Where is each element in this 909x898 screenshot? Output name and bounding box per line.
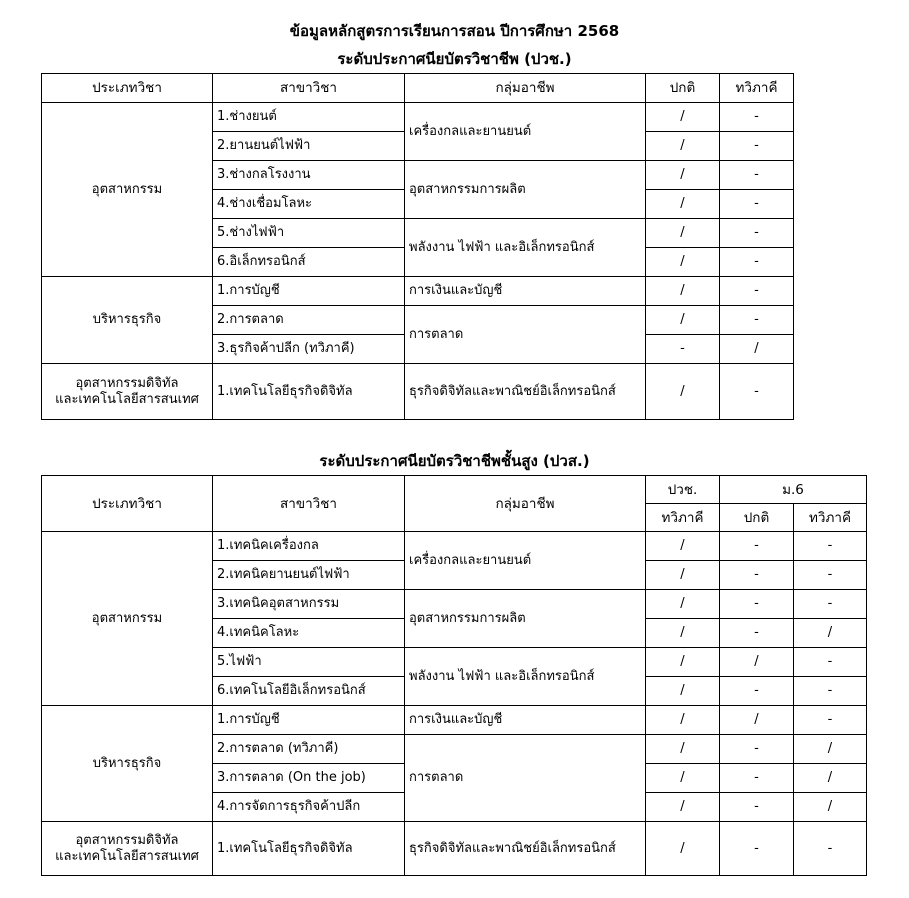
value-cell: / <box>646 822 720 876</box>
table-row <box>42 364 794 420</box>
dual-cell: - <box>720 132 794 161</box>
major-cell: 1.การบัญชี <box>213 706 405 735</box>
category-cell: บริหารธุรกิจ <box>42 706 213 822</box>
dual-cell: - <box>720 190 794 219</box>
major-cell: 4.ช่างเชื่อมโลหะ <box>213 190 405 219</box>
value-cell: / <box>646 735 720 764</box>
category-line: อุตสาหกรรมดิจิทัล <box>75 832 179 848</box>
header-category: ประเภทวิชา <box>42 74 213 103</box>
value-cell: / <box>794 735 867 764</box>
value-cell: - <box>794 706 867 735</box>
subheader-pvc-dual: ทวิภาคี <box>646 504 720 532</box>
table-row <box>42 277 794 306</box>
table-header-row <box>42 74 794 103</box>
section-title-hvc: ระดับประกาศนียบัตรวิชาชีพชั้นสูง (ปวส.) <box>319 452 590 470</box>
major-cell: 1.ช่างยนต์ <box>213 103 405 132</box>
normal-cell: - <box>646 335 720 364</box>
header-career-group: กลุ่มอาชีพ <box>405 74 646 103</box>
header-career-group: กลุ่มอาชีพ <box>405 476 646 532</box>
major-cell: 2.การตลาด (ทวิภาคี) <box>213 735 405 764</box>
value-cell: - <box>720 735 794 764</box>
group-cell: การเงินและบัญชี <box>405 706 646 735</box>
group-cell: อุตสาหกรรมการผลิต <box>405 590 646 648</box>
header-major: สาขาวิชา <box>213 74 405 103</box>
normal-cell: / <box>646 248 720 277</box>
major-cell: 2.ยานยนต์ไฟฟ้า <box>213 132 405 161</box>
dual-cell: - <box>720 364 794 420</box>
major-cell: 5.ไฟฟ้า <box>213 648 405 677</box>
value-cell: / <box>646 764 720 793</box>
value-cell: - <box>794 590 867 619</box>
value-cell: / <box>646 706 720 735</box>
table-row <box>42 103 794 132</box>
major-cell: 3.เทคนิคอุตสาหกรรม <box>213 590 405 619</box>
category-cell <box>42 822 213 876</box>
value-cell: - <box>720 532 794 561</box>
category-cell: บริหารธุรกิจ <box>42 277 213 364</box>
group-cell: การตลาด <box>405 735 646 822</box>
value-cell: - <box>794 677 867 706</box>
normal-cell: / <box>646 190 720 219</box>
dual-cell: / <box>720 335 794 364</box>
group-cell: การเงินและบัญชี <box>405 277 646 306</box>
major-cell: 3.การตลาด (On the job) <box>213 764 405 793</box>
value-cell: / <box>646 793 720 822</box>
dual-cell: - <box>720 103 794 132</box>
table-row <box>42 706 867 735</box>
normal-cell: / <box>646 103 720 132</box>
group-cell: อุตสาหกรรมการผลิต <box>405 161 646 219</box>
table-header-row <box>42 476 867 504</box>
header-m6: ม.6 <box>720 476 867 504</box>
value-cell: - <box>720 590 794 619</box>
value-cell: - <box>794 822 867 876</box>
subheader-m6-normal: ปกติ <box>720 504 794 532</box>
major-cell: 5.ช่างไฟฟ้า <box>213 219 405 248</box>
major-cell: 4.การจัดการธุรกิจค้าปลีก <box>213 793 405 822</box>
normal-cell: / <box>646 277 720 306</box>
normal-cell: / <box>646 161 720 190</box>
dual-cell: - <box>720 306 794 335</box>
pvc-table <box>41 73 794 420</box>
table-row <box>42 822 867 876</box>
category-cell: อุตสาหกรรม <box>42 532 213 706</box>
header-normal: ปกติ <box>646 74 720 103</box>
normal-cell: / <box>646 132 720 161</box>
value-cell: / <box>646 590 720 619</box>
group-cell: การตลาด <box>405 306 646 364</box>
header-category: ประเภทวิชา <box>42 476 213 532</box>
value-cell: - <box>794 532 867 561</box>
value-cell: / <box>646 619 720 648</box>
major-cell: 1.เทคโนโลยีธุรกิจดิจิทัล <box>213 822 405 876</box>
value-cell: / <box>794 619 867 648</box>
group-cell: พลังงาน ไฟฟ้า และอิเล็กทรอนิกส์ <box>405 219 646 277</box>
normal-cell: / <box>646 364 720 420</box>
major-cell: 3.ธุรกิจค้าปลีก (ทวิภาคี) <box>213 335 405 364</box>
section-title-pvc: ระดับประกาศนียบัตรวิชาชีพ (ปวช.) <box>337 50 572 68</box>
group-cell: เครื่องกลและยานยนต์ <box>405 532 646 590</box>
value-cell: - <box>794 648 867 677</box>
group-cell: ธุรกิจดิจิทัลและพาณิชย์อิเล็กทรอนิกส์ <box>405 822 646 876</box>
value-cell: - <box>720 764 794 793</box>
document-title: ข้อมูลหลักสูตรการเรียนการสอน ปีการศึกษา 2568 <box>289 22 620 40</box>
category-line: อุตสาหกรรมดิจิทัล <box>75 375 179 391</box>
value-cell: - <box>720 822 794 876</box>
major-cell: 4.เทคนิคโลหะ <box>213 619 405 648</box>
dual-cell: - <box>720 277 794 306</box>
group-cell: ธุรกิจดิจิทัลและพาณิชย์อิเล็กทรอนิกส์ <box>405 364 646 420</box>
category-line: และเทคโนโลยีสารสนเทศ <box>55 848 199 864</box>
dual-cell: - <box>720 248 794 277</box>
value-cell: - <box>794 561 867 590</box>
value-cell: / <box>646 532 720 561</box>
table-row <box>42 532 867 561</box>
category-cell <box>42 364 213 420</box>
subheader-m6-dual: ทวิภาคี <box>794 504 867 532</box>
value-cell: / <box>646 648 720 677</box>
category-cell: อุตสาหกรรม <box>42 103 213 277</box>
category-line: และเทคโนโลยีสารสนเทศ <box>55 391 199 407</box>
header-major: สาขาวิชา <box>213 476 405 532</box>
value-cell: - <box>720 677 794 706</box>
value-cell: / <box>720 706 794 735</box>
group-cell: พลังงาน ไฟฟ้า และอิเล็กทรอนิกส์ <box>405 648 646 706</box>
major-cell: 1.เทคโนโลยีธุรกิจดิจิทัล <box>213 364 405 420</box>
hvc-table <box>41 475 867 876</box>
value-cell: / <box>794 793 867 822</box>
dual-cell: - <box>720 161 794 190</box>
value-cell: - <box>720 561 794 590</box>
major-cell: 1.การบัญชี <box>213 277 405 306</box>
major-cell: 2.เทคนิคยานยนต์ไฟฟ้า <box>213 561 405 590</box>
header-dual: ทวิภาคี <box>720 74 794 103</box>
major-cell: 1.เทคนิคเครื่องกล <box>213 532 405 561</box>
major-cell: 6.เทคโนโลยีอิเล็กทรอนิกส์ <box>213 677 405 706</box>
value-cell: / <box>646 677 720 706</box>
header-pvc: ปวช. <box>646 476 720 504</box>
major-cell: 6.อิเล็กทรอนิกส์ <box>213 248 405 277</box>
value-cell: / <box>794 764 867 793</box>
normal-cell: / <box>646 306 720 335</box>
value-cell: - <box>720 619 794 648</box>
group-cell: เครื่องกลและยานยนต์ <box>405 103 646 161</box>
major-cell: 3.ช่างกลโรงงาน <box>213 161 405 190</box>
value-cell: - <box>720 793 794 822</box>
value-cell: / <box>646 561 720 590</box>
major-cell: 2.การตลาด <box>213 306 405 335</box>
dual-cell: - <box>720 219 794 248</box>
value-cell: / <box>720 648 794 677</box>
normal-cell: / <box>646 219 720 248</box>
